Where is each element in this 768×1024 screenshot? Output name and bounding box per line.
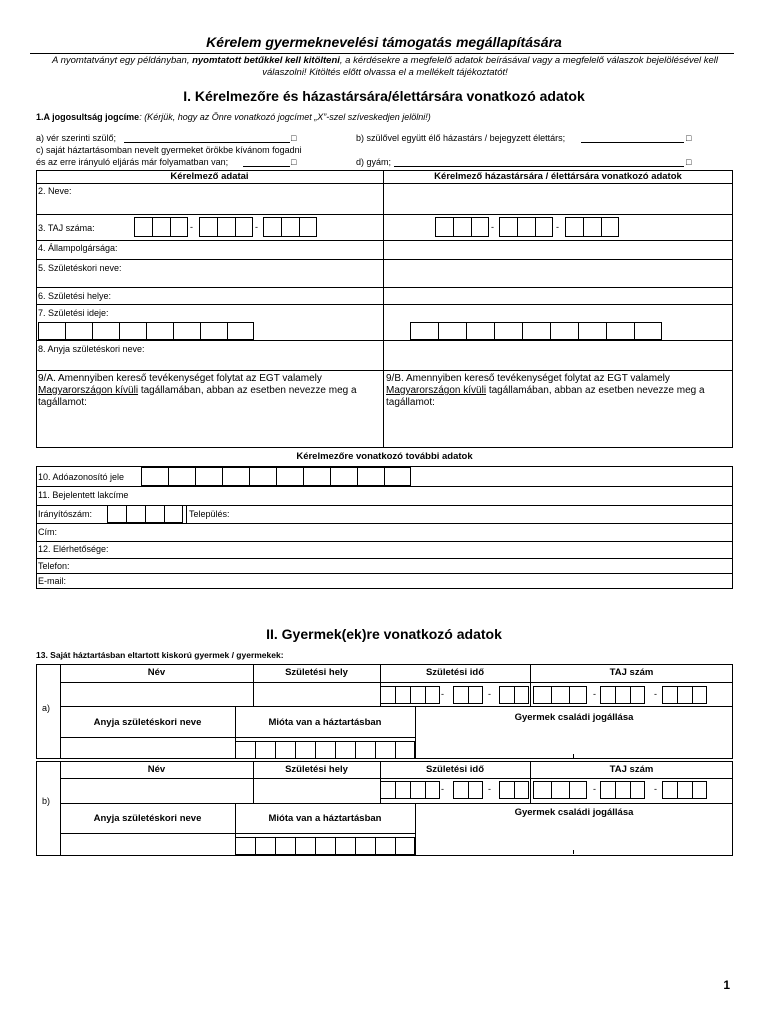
child-a-label: a): [42, 703, 51, 713]
child-b-date-boxes-2[interactable]: [453, 781, 483, 799]
intro-text: [40, 55, 730, 79]
dash: -: [491, 222, 494, 232]
col-spouse-header: Kérelmező házastársára / élettársára vonatkozó adatok: [434, 171, 682, 182]
opt-d-checkbox[interactable]: □: [686, 157, 692, 167]
row-line: [60, 706, 733, 707]
col-line: [415, 706, 416, 759]
child-b-col-date: Születési idő: [425, 764, 485, 775]
col-line: [573, 850, 574, 854]
zip-label: Irányítószám:: [38, 509, 93, 519]
col-applicant-header: Kérelmező adatai: [170, 171, 249, 182]
opt-b-line: [581, 142, 684, 143]
field-address-label: 11. Bejelentett lakcíme: [38, 490, 129, 500]
taj-boxes-left-3[interactable]: [263, 217, 317, 237]
row-line: [36, 214, 733, 215]
dash: -: [255, 222, 258, 232]
row-line: [60, 833, 415, 834]
col-line: [253, 664, 254, 706]
child-a-date-boxes-3[interactable]: [499, 686, 529, 704]
dash: -: [488, 784, 491, 794]
row-line: [36, 541, 733, 542]
taj-boxes-right-3[interactable]: [565, 217, 619, 237]
col-line: [530, 761, 531, 803]
child-a-taj-boxes-1[interactable]: [533, 686, 587, 704]
taj-boxes-left-2[interactable]: [199, 217, 253, 237]
dash: -: [654, 784, 657, 794]
field-9a: [38, 373, 380, 409]
child-a-taj-boxes-3[interactable]: [662, 686, 707, 704]
child-b-col-since: Mióta van a háztartásban: [268, 813, 382, 824]
field-9a-post: tagállamában, abban az esetben nevezze meg a tagállamot:: [38, 385, 357, 408]
child-b-col-place: Születési hely: [285, 764, 348, 775]
child-a-col-taj: TAJ szám: [609, 667, 654, 678]
dash: -: [654, 689, 657, 699]
col-line: [573, 754, 574, 758]
row-line: [36, 370, 733, 371]
row-line: [36, 240, 733, 241]
child-b-col-taj: TAJ szám: [609, 764, 654, 775]
intro-bold: nyomtatott betűkkel kell kitölteni: [192, 55, 340, 66]
child-b-date-boxes-3[interactable]: [499, 781, 529, 799]
row-line: [36, 287, 733, 288]
birthdate-boxes-left[interactable]: [38, 322, 254, 340]
opt-b-checkbox[interactable]: □: [686, 133, 692, 143]
child-a-col-name: Név: [147, 667, 166, 678]
field-9b: [386, 373, 728, 409]
q1-hint: : (Kérjük, hogy az Önre vonatkozó jogcímet „X”-szel szíveskedjen jelölni!): [139, 112, 431, 122]
page-number: 1: [723, 978, 730, 992]
q13-label: 13. Saját háztartásban eltartott kiskorú gyermek / gyermekek:: [36, 650, 284, 660]
child-b-col-mother: Anyja születéskori neve: [93, 813, 202, 824]
child-a-col-status: Gyermek családi jogállása: [514, 712, 634, 723]
dash: -: [190, 222, 193, 232]
row-line: [60, 737, 415, 738]
opt-c-label-1: c) saját háztartásomban nevelt gyermeket örökbe kívánom fogadni: [36, 145, 302, 155]
child-b-col-status: Gyermek családi jogállása: [514, 807, 634, 818]
child-b-taj-boxes-3[interactable]: [662, 781, 707, 799]
col-line: [60, 664, 61, 759]
further-data-title: Kérelmezőre vonatkozó további adatok: [296, 451, 473, 462]
section1-title: I. Kérelmezőre és házastársára/élettársára vonatkozó adatok: [183, 88, 585, 104]
field-mother-label: 8. Anyja születéskori neve:: [38, 344, 145, 354]
child-a-date-boxes-2[interactable]: [453, 686, 483, 704]
form-title: Kérelem gyermeknevelési támogatás megállapítására: [206, 34, 562, 50]
city-label: Település:: [189, 509, 230, 519]
opt-a-checkbox[interactable]: □: [291, 133, 297, 143]
child-a-col-mother: Anyja születéskori neve: [93, 717, 202, 728]
opt-a-label: a) vér szerinti szülő;: [36, 133, 117, 143]
q1-line: [36, 112, 431, 123]
section2-title: II. Gyermek(ek)re vonatkozó adatok: [266, 626, 502, 642]
q1-label: 1.A jogosultság jogcíme: [36, 112, 140, 122]
opt-c-line: [243, 166, 290, 167]
opt-a-line: [124, 142, 290, 143]
child-a-col-date: Születési idő: [425, 667, 485, 678]
child-a-date-boxes-1[interactable]: [380, 686, 440, 704]
taxid-boxes[interactable]: [141, 467, 411, 486]
opt-d-line: [394, 166, 684, 167]
col-line: [60, 761, 61, 856]
child-b-taj-boxes-1[interactable]: [533, 781, 587, 799]
dash: -: [593, 689, 596, 699]
taj-boxes-right-2[interactable]: [499, 217, 553, 237]
field-9b-pre: 9/B. Amennyiben kereső tevékenységet folytat az EGT valamely: [386, 373, 670, 384]
birthdate-boxes-right[interactable]: [410, 322, 662, 340]
contact-label: 12. Elérhetősége:: [38, 544, 109, 554]
child-a-col-place: Születési hely: [285, 667, 348, 678]
row-line: [36, 558, 733, 559]
field-name-label: 2. Neve:: [38, 186, 72, 196]
intro-part2: , a kérdésekre a megfelelő adatok beírásával vagy a megfelelő válaszok bejelölésével kell válaszolni! Kitöltés előtt olvassa el a mellékelt tájékoztatót!: [262, 55, 719, 78]
opt-d-label: d) gyám;: [356, 157, 392, 167]
phone-label: Telefon:: [38, 561, 70, 571]
dash: -: [593, 784, 596, 794]
field-birthname-label: 5. Születéskori neve:: [38, 263, 122, 273]
field-citizenship-label: 4. Állampolgársága:: [38, 243, 118, 253]
opt-c-label-2: és az erre irányuló eljárás már folyamatban van;: [36, 157, 229, 167]
row-line: [36, 304, 733, 305]
col-line: [415, 803, 416, 856]
row-line: [36, 183, 733, 184]
row-line: [36, 340, 733, 341]
field-birthplace-label: 6. Születési helye:: [38, 291, 112, 301]
child-b-since-boxes[interactable]: [235, 837, 415, 855]
taj-boxes-left-1[interactable]: [134, 217, 188, 237]
street-label: Cím:: [38, 527, 57, 537]
child-b-taj-boxes-2[interactable]: [600, 781, 645, 799]
field-9b-underlined: Magyarországon kívüli: [386, 385, 487, 396]
field-taxid-label: 10. Adóazonosító jele: [38, 472, 125, 482]
row-line: [60, 803, 733, 804]
child-a-since-boxes[interactable]: [235, 741, 415, 759]
title-rule: [30, 53, 734, 54]
applicant-table-divider: [383, 170, 384, 448]
opt-b-label: b) szülővel együtt élő házastárs / bejegyzett élettárs;: [356, 133, 566, 143]
col-line: [530, 664, 531, 706]
child-b-label: b): [42, 796, 51, 806]
dash: -: [441, 784, 444, 794]
zip-boxes[interactable]: [107, 505, 183, 523]
intro-part1: A nyomtatványt egy példányban,: [51, 55, 193, 66]
child-a-col-since: Mióta van a háztartásban: [268, 717, 382, 728]
row-line: [36, 486, 733, 487]
child-b-date-boxes-1[interactable]: [380, 781, 440, 799]
email-label: E-mail:: [38, 576, 67, 586]
child-b-col-name: Név: [147, 764, 166, 775]
child-a-taj-boxes-2[interactable]: [600, 686, 645, 704]
opt-c-checkbox[interactable]: □: [291, 157, 297, 167]
field-taj-label: 3. TAJ száma:: [38, 223, 95, 233]
dash: -: [488, 689, 491, 699]
field-9a-pre: 9/A. Amennyiben kereső tevékenységet folytat az EGT valamely: [38, 373, 322, 384]
field-9b-post: tagállamában, abban az esetben nevezze meg a tagállamot:: [386, 385, 705, 408]
col-line: [253, 761, 254, 803]
row-line: [60, 778, 733, 779]
taj-boxes-right-1[interactable]: [435, 217, 489, 237]
dash: -: [441, 689, 444, 699]
col-line: [186, 505, 187, 523]
field-9a-underlined: Magyarországon kívüli: [38, 385, 139, 396]
row-line: [60, 682, 733, 683]
dash: -: [556, 222, 559, 232]
row-line: [36, 573, 733, 574]
row-line: [36, 523, 733, 524]
row-line: [36, 259, 733, 260]
field-birthdate-label: 7. Születési ideje:: [38, 308, 109, 318]
